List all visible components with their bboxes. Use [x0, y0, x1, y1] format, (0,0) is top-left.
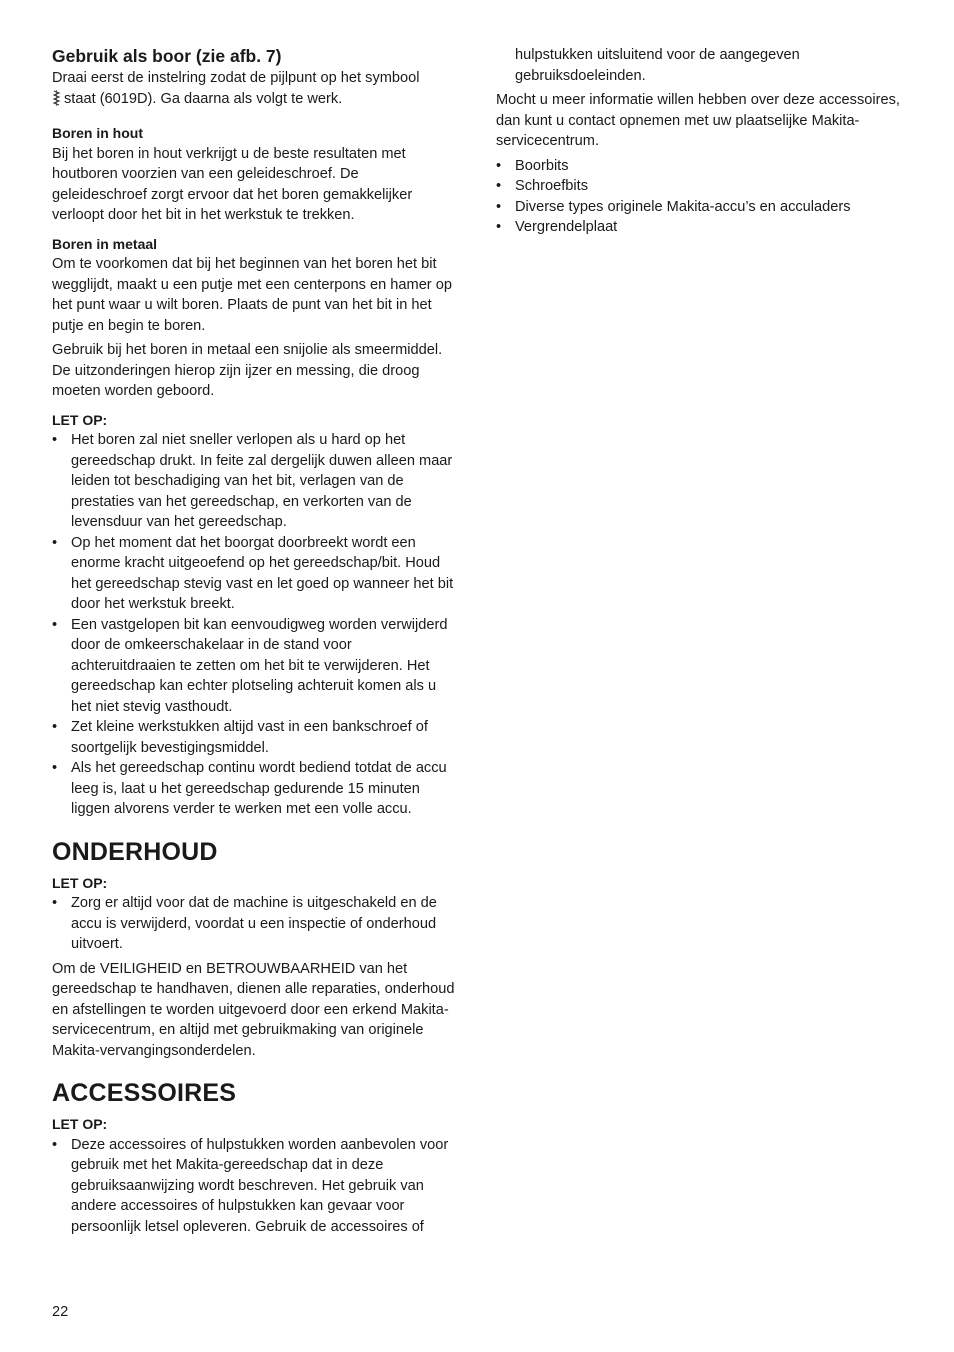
- list-item: • Diverse types originele Makita-accu’s en acculaders: [496, 197, 900, 218]
- wood-heading: Boren in hout: [52, 125, 143, 141]
- bullet-icon: •: [52, 760, 58, 776]
- list-item: • Deze accessoires of hulpstukken worden aanbevolen voor gebruik met het Makita-gereedschap dat in deze gebruiksaanwijzing wordt beschreven. Het gebruik van andere accessoires of hulpstukken kan gevaar voor persoonlijk letsel opleveren. Gebruik de accessoires of: [52, 1136, 449, 1235]
- drill-section-title: Gebruik als boor (zie afb. 7): [52, 46, 282, 66]
- bullet-icon: •: [52, 719, 58, 735]
- list-item: • Het boren zal niet sneller verlopen als u hard op het gereedschap drukt. In feite zal dergelijk duwen alleen maar leiden tot beschadiging van het bit, verlagen van de prestaties van het gereedschap, en verkorten van de levensduur van het gereedschap.: [52, 432, 453, 530]
- maintenance-paragraph: Om de VEILIGHEID en BETROUWBAARHEID van het gereedschap te handhaven, dienen alle reparaties, onderhoud en afstellingen te worden uitgevoerd door een erkend Makita-servicecentrum, en altijd met gebruikmaking van originele Makita-vervangingsonderdelen.: [52, 960, 455, 1059]
- accessories-info-paragraph: Mocht u meer informatie willen hebben over deze accessoires, dan kunt u contact opnemen met uw plaatselijke Makita-servicecentrum.: [496, 92, 900, 149]
- accessories-caution-continued: hulpstukken uitsluitend voor de aangegeven gebruiksdoeleinden.: [515, 47, 800, 84]
- drill-intro-text-2: staat (6019D). Ga daarna als volgt te werk.: [64, 90, 343, 107]
- list-item: • Als het gereedschap continu wordt bediend totdat de accu leeg is, laat u het gereedschap gedurende 15 minuten liggen alvorens verder te werken met een volle accu.: [52, 760, 447, 817]
- drill-symbol-icon: [52, 90, 61, 113]
- bullet-icon: •: [52, 895, 58, 911]
- list-item: • Zorg er altijd voor dat de machine is uitgeschakeld en de accu is verwijderd, voordat u een inspectie of onderhoud uitvoert.: [52, 895, 437, 952]
- left-column: [52, 44, 456, 1237]
- accessories-caution-label: LET OP:: [52, 1116, 108, 1132]
- caution-label: LET OP:: [52, 411, 108, 428]
- metal-paragraph-2: Gebruik bij het boren in metaal een snijolie als smeermiddel. De uitzonderingen hierop zijn ijzer en messing, die droog moeten worden geboord.: [52, 342, 443, 399]
- accessories-list: [496, 156, 900, 238]
- maintenance-title: ONDERHOUD: [52, 837, 218, 866]
- right-column: [496, 45, 900, 238]
- list-item: • Vergrendelplaat: [496, 217, 900, 238]
- accessories-caution-list: [52, 1135, 456, 1238]
- bullet-icon: •: [496, 198, 502, 215]
- list-item: • Een vastgelopen bit kan eenvoudigweg worden verwijderd door de omkeerschakelaar in de stand voor achteruitdraaien te zetten om het bit te verwijderen. Het gereedschap kan echter plotseling achteruit komen als u het niet stevig vasthoudt.: [52, 616, 448, 715]
- bullet-icon: •: [52, 432, 58, 448]
- drill-intro-line-2: [52, 89, 456, 113]
- list-item: • Zet kleine werkstukken altijd vast in een bankschroef of soortgelijk bevestigingsmiddel.: [52, 719, 428, 756]
- bullet-icon: •: [496, 178, 502, 194]
- bullet-icon: •: [52, 534, 58, 551]
- bullet-icon: •: [52, 1136, 58, 1153]
- maintenance-caution-list: [52, 893, 456, 955]
- metal-paragraph-1: Om te voorkomen dat bij het beginnen van het boren het bit wegglijdt, maakt u een putje met een centerpons en hamer op het punt waar u wilt boren. Plaats de punt van het bit in het putje en begin te boren.: [52, 256, 452, 334]
- list-item: • Op het moment dat het boorgat doorbreekt wordt een enorme kracht uitgeoefend op het gereedschap/bit. Houd het gereedschap stevig vast en let goed op wanneer het bit door het werkstuk breekt.: [52, 534, 454, 612]
- wood-paragraph: Bij het boren in hout verkrijgt u de beste resultaten met houtboren voorzien van een geleideschroef. De geleideschroef zorgt ervoor dat het boren gemakkelijker verloopt door het bit in het werkstuk te trekken.: [52, 145, 413, 223]
- maintenance-caution-label: LET OP:: [52, 874, 108, 891]
- list-item: • Schroefbits: [496, 176, 900, 197]
- bullet-icon: •: [496, 157, 502, 174]
- page-number: 22: [52, 1304, 69, 1320]
- caution-list: [52, 430, 456, 820]
- bullet-icon: •: [496, 219, 502, 235]
- accessories-title: ACCESSOIRES: [52, 1079, 237, 1107]
- metal-heading: Boren in metaal: [52, 235, 158, 252]
- bullet-icon: •: [52, 616, 58, 633]
- drill-intro-line-1: Draai eerst de instelring zodat de pijlpunt op het symbool: [52, 70, 420, 86]
- list-item: • Boorbits: [496, 156, 900, 177]
